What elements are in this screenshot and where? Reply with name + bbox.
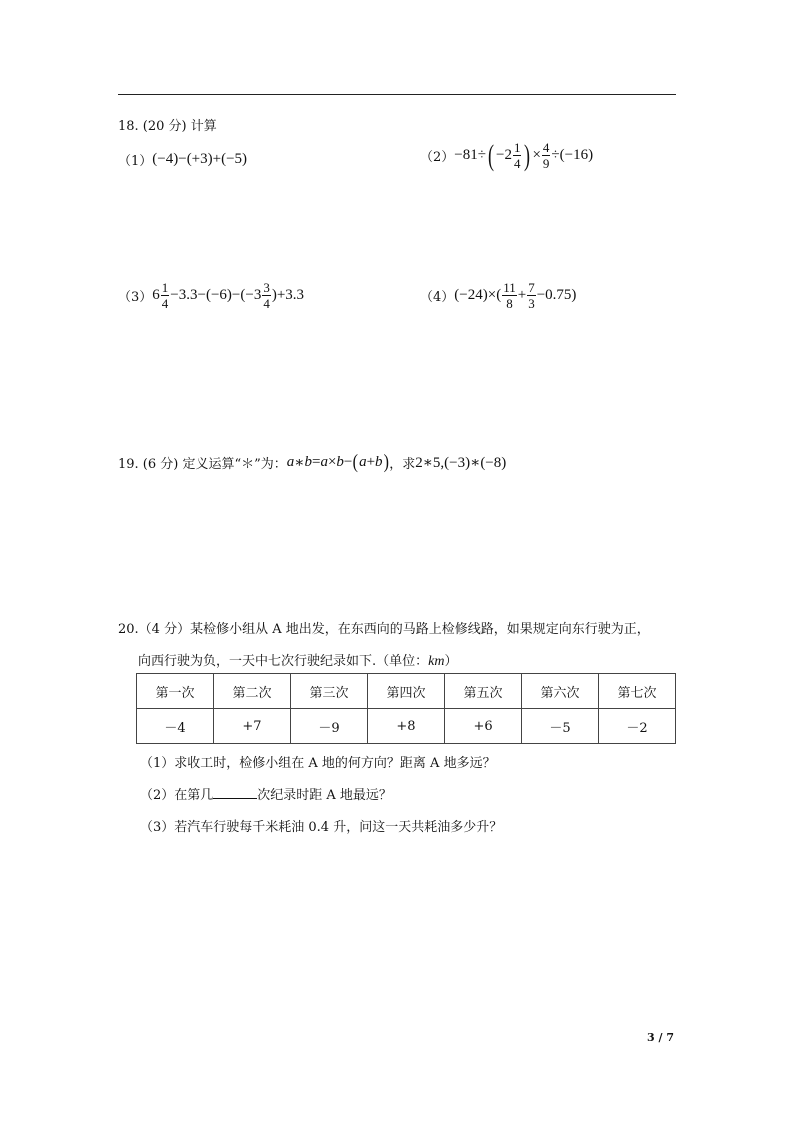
q18-part3-frac1: [161, 280, 170, 311]
q18-part4: [420, 280, 576, 311]
q18-part3-expr: [152, 280, 304, 311]
var-a: a: [286, 453, 295, 470]
q18-part4-frac1: [502, 280, 517, 311]
table-header-cell: 第一次: [137, 674, 214, 709]
q18-part2-b: −2: [495, 147, 512, 163]
q20-line1: 20.（4 分）某检修小组从 A 地出发，在东西向的马路上检修线路，如果规定向东行驶为正，: [118, 622, 650, 637]
q20-item3: （3）若汽车行驶每千米耗油 0.4 升，问这一天共耗油多少升？: [140, 820, 503, 835]
q18-part4-frac2: [527, 280, 536, 311]
q18-part4-label: （4）: [420, 290, 455, 305]
q18-part3-label: （3）: [118, 290, 153, 305]
table-header-row: [137, 674, 676, 709]
table-header-cell: 第五次: [445, 674, 522, 709]
paren-open: (: [487, 138, 494, 172]
q19-calc: [415, 453, 506, 472]
times-sign: ×: [327, 453, 337, 470]
answer-blank[interactable]: [213, 786, 257, 799]
table-header-cell: 第四次: [367, 674, 444, 709]
plus-sign: +: [366, 453, 376, 470]
q18-part2-frac1: [513, 140, 522, 171]
frac-num: 4: [542, 140, 550, 155]
q20-line2-close: ）: [444, 654, 458, 669]
table-cell: －4: [137, 709, 214, 744]
q18-part2-label: （2）: [420, 150, 455, 165]
q18-part2-frac2: [542, 140, 551, 171]
q18-part3-b: −3.3−(−6)−(−3: [170, 287, 262, 303]
frac-num: 1: [161, 280, 169, 295]
header-rule: [118, 94, 676, 95]
q18-part1: [118, 150, 247, 169]
frac-num: 3: [263, 280, 270, 295]
var-b: b: [304, 453, 312, 470]
q20-line2-text: 向西行驶为负，一天中七次行驶纪录如下.（单位：: [138, 654, 429, 669]
q18-part4-a: (−24)×(: [454, 287, 502, 303]
q19-calc1: 2∗5,: [415, 454, 445, 471]
table-cell: +6: [445, 709, 522, 744]
frac-num: 11: [503, 280, 516, 295]
q19: [118, 452, 506, 472]
q18-part1-expr: (−4)−(+3)+(−5): [152, 151, 248, 167]
var-a: a: [359, 453, 367, 470]
q20-unit: km: [428, 654, 445, 669]
minus-sign: −: [343, 453, 353, 470]
paren-close: ): [524, 138, 531, 172]
q18-part2-a: −81÷: [454, 147, 486, 163]
q18-part3-a: 6: [152, 287, 160, 303]
q20-line2: [138, 650, 457, 670]
eq-sign: =: [311, 453, 321, 470]
frac-num: 1: [513, 140, 521, 155]
table-cell: +8: [367, 709, 444, 744]
q18-part4-expr: [454, 280, 576, 311]
var-b: b: [375, 453, 383, 470]
table-cell: －2: [599, 709, 676, 744]
q18-part4-c: −0.75): [536, 287, 577, 303]
frac-den: 4: [161, 296, 169, 311]
var-b: b: [336, 453, 344, 470]
frac-den: 3: [528, 296, 535, 311]
q18-part3-frac2: [262, 280, 271, 311]
paren-close: ): [383, 451, 389, 473]
frac-den: 8: [506, 296, 513, 311]
op-star: ∗: [294, 454, 305, 471]
table-cell: －9: [291, 709, 368, 744]
q20-item2-b: 次纪录时距 A 地最远？: [257, 788, 392, 803]
q19-calc2: (−3)∗(−8): [444, 454, 507, 471]
q20-item2: [140, 784, 392, 803]
var-a: a: [320, 453, 328, 470]
drive-record-table: [136, 673, 676, 744]
q18-part2: [420, 140, 593, 171]
frac-den: 4: [263, 296, 270, 311]
q19-tail: ，求: [389, 456, 416, 472]
frac-num: 7: [528, 280, 535, 295]
table-row: [137, 709, 676, 744]
q20-item2-a: （2）在第几: [140, 788, 214, 803]
q18-part3-c: )+3.3: [271, 287, 305, 303]
q19-heading: 19. (6 分) 定义运算“＊”为：: [118, 456, 287, 472]
q18-part2-d: ÷(−16): [551, 147, 594, 163]
paren-open: (: [353, 451, 359, 473]
q19-definition: [287, 452, 389, 472]
q18-heading: 18. (20 分) 计算: [118, 119, 217, 134]
q18-part4-b: +: [517, 287, 527, 303]
table-cell: －5: [522, 709, 599, 744]
q18-part2-expr: [454, 140, 593, 171]
q18-part2-c: ×: [532, 147, 541, 163]
page-number: 3 / 7: [647, 1031, 674, 1044]
table-cell: +7: [213, 709, 290, 744]
table-header-cell: 第七次: [599, 674, 676, 709]
q18-part1-label: （1）: [118, 154, 153, 169]
table-header-cell: 第三次: [291, 674, 368, 709]
frac-den: 4: [513, 156, 521, 171]
frac-den: 9: [542, 156, 550, 171]
table-header-cell: 第六次: [522, 674, 599, 709]
q18-part3: [118, 280, 304, 311]
table-header-cell: 第二次: [213, 674, 290, 709]
q20-item1: （1）求收工时，检修小组在 A 地的何方向？距离 A 地多远？: [140, 756, 496, 771]
